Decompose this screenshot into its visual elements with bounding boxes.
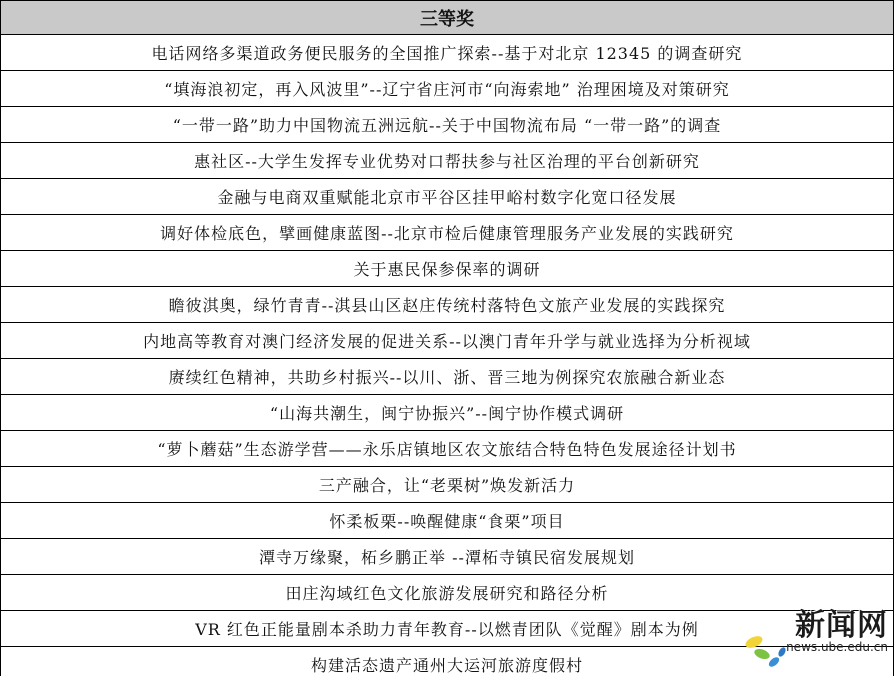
watermark-url: news.ube.edu.cn	[786, 640, 888, 654]
table-row	[1, 359, 894, 395]
project-title-cell: 电话网络多渠道政务便民服务的全国推广探索--基于对北京 12345 的调查研究	[1, 35, 894, 71]
project-title-cell: 田庄沟域红色文化旅游发展研究和路径分析	[1, 575, 894, 611]
project-title-cell: 潭寺万缘聚，柘乡鹏正举 --潭柘寺镇民宿发展规划	[1, 539, 894, 575]
table-row	[1, 107, 894, 143]
project-title-cell: 构建活态遗产通州大运河旅游度假村	[1, 647, 894, 676]
project-title-cell: “萝卜蘑菇”生态游学营——永乐店镇地区农文旅结合特色特色发展途径计划书	[1, 431, 894, 467]
project-title-cell: 关于惠民保参保率的调研	[1, 251, 894, 287]
table-row	[1, 143, 894, 179]
project-title-cell: 怀柔板栗--唤醒健康“食栗”项目	[1, 503, 894, 539]
table-row	[1, 467, 894, 503]
table-row	[1, 35, 894, 71]
project-title-cell: 调好体检底色，擘画健康蓝图--北京市检后健康管理服务产业发展的实践研究	[1, 215, 894, 251]
table-row	[1, 215, 894, 251]
project-title-cell: “一带一路”助力中国物流五洲远航--关于中国物流布局 “一带一路”的调查	[1, 107, 894, 143]
table-row	[1, 323, 894, 359]
project-title-cell: VR 红色正能量剧本杀助力青年教育--以燃青团队《觉醒》剧本为例	[1, 611, 894, 647]
project-title-cell: 三产融合，让“老栗树”焕发新活力	[1, 467, 894, 503]
table-row	[1, 431, 894, 467]
table-body	[1, 35, 894, 676]
table-header-row	[1, 1, 894, 35]
project-title-cell: 内地高等教育对澳门经济发展的促进关系--以澳门青年升学与就业选择为分析视域	[1, 323, 894, 359]
project-title-cell: 赓续红色精神，共助乡村振兴--以川、浙、晋三地为例探究农旅融合新业态	[1, 359, 894, 395]
project-title-cell: “山海共潮生，闽宁协振兴”--闽宁协作模式调研	[1, 395, 894, 431]
watermark	[740, 600, 890, 670]
project-title-cell: 惠社区--大学生发挥专业优势对口帮扶参与社区治理的平台创新研究	[1, 143, 894, 179]
watermark-title: 新闻网	[795, 608, 888, 643]
table-row	[1, 179, 894, 215]
table-row	[1, 395, 894, 431]
project-title-cell: “填海浪初定，再入风波里”--辽宁省庄河市“向海索地” 治理困境及对策研究	[1, 71, 894, 107]
leaf-logo-icon	[740, 630, 790, 670]
table-row	[1, 71, 894, 107]
award-level-header: 三等奖	[1, 1, 894, 35]
table-row	[1, 251, 894, 287]
table-row	[1, 539, 894, 575]
project-title-cell: 金融与电商双重赋能北京市平谷区挂甲峪村数字化宽口径发展	[1, 179, 894, 215]
table-row	[1, 503, 894, 539]
project-title-cell: 瞻彼淇奥，绿竹青青--淇县山区赵庄传统村落特色文旅产业发展的实践探究	[1, 287, 894, 323]
table-row	[1, 287, 894, 323]
